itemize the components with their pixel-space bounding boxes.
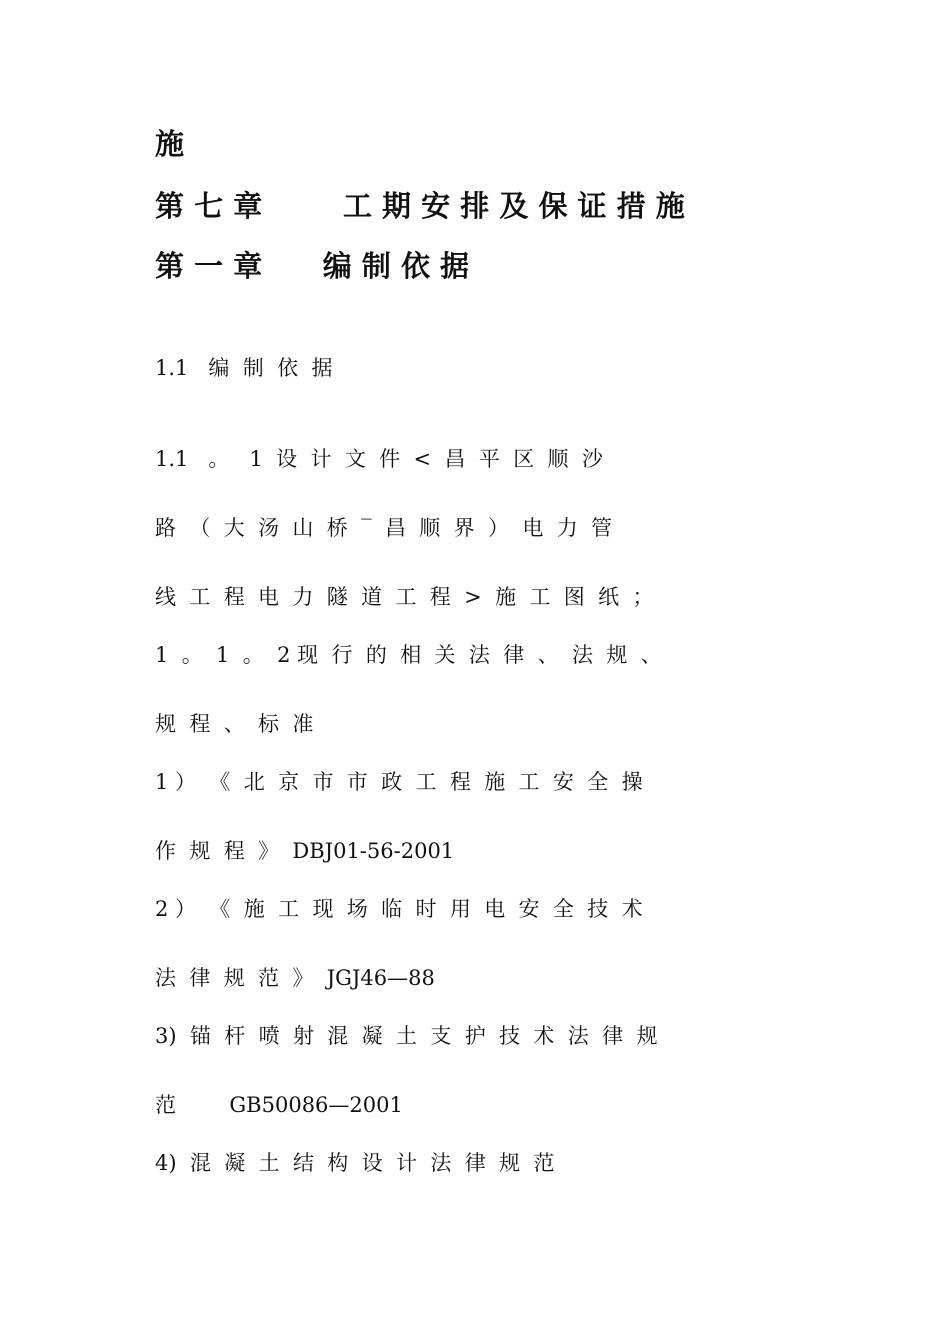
body-line: 1.1 。 1 设 计 文 件 < 昌 平 区 顺 沙 xyxy=(155,447,603,471)
body-line: 路 （ 大 汤 山 桥 ‾ 昌 顺 界 ） 电 力 管 xyxy=(155,516,613,540)
body-line: 1 。 1 。 2 现 行 的 相 关 法 律 、 法 规 、 xyxy=(155,643,662,667)
list-item-2-cont: 法 律 规 范 》 JGJ46—88 xyxy=(155,966,435,990)
chapter-7-heading: 第 七 章 工 期 安 排 及 保 证 措 施 xyxy=(155,189,685,223)
list-item-1: 1 ） 《 北 京 市 市 政 工 程 施 工 安 全 操 xyxy=(155,770,643,794)
list-item-2: 2 ） 《 施 工 现 场 临 时 用 电 安 全 技 术 xyxy=(155,897,643,921)
list-item-3-cont: 范 GB50086—2001 xyxy=(155,1093,403,1117)
body-line: 线 工 程 电 力 隧 道 工 程 > 施 工 图 纸 ； xyxy=(155,585,654,609)
list-item-1-cont: 作 规 程 》 DBJ01-56-2001 xyxy=(155,839,455,863)
chapter-1-heading: 第 一 章 编 制 依 据 xyxy=(155,249,470,283)
list-item-3: 3) 锚 杆 喷 射 混 凝 土 支 护 技 术 法 律 规 xyxy=(155,1024,658,1048)
body-line: 规 程 、 标 准 xyxy=(155,712,314,736)
section-1-1-heading: 1.1 编 制 依 据 xyxy=(155,356,333,380)
heading-fragment: 施 xyxy=(155,127,185,161)
list-item-4: 4) 混 凝 土 结 构 设 计 法 律 规 范 xyxy=(155,1151,555,1175)
